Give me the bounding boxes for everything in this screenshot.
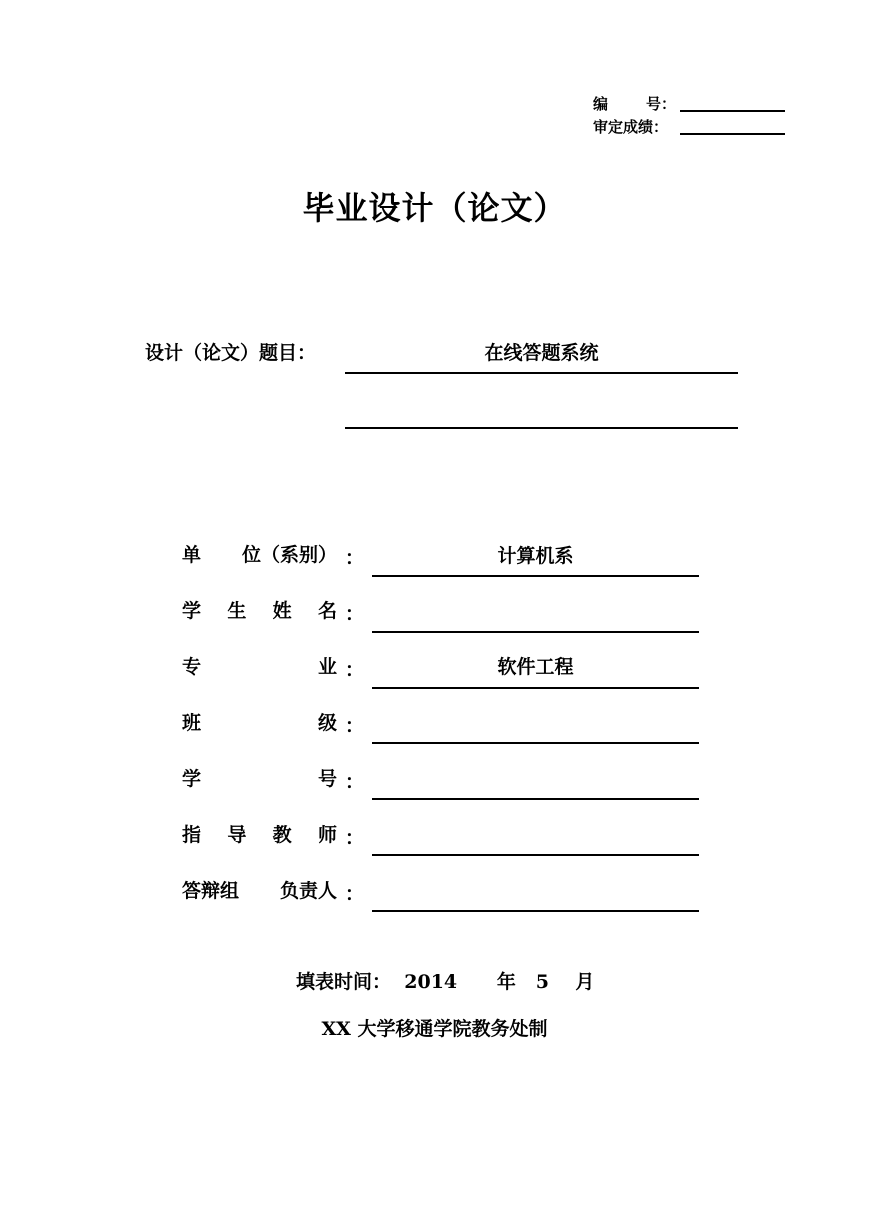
fill-date-month-unit: 月	[575, 971, 595, 993]
page-title: 毕业设计（论文）	[302, 189, 567, 227]
fill-date-label: 填表时间：	[296, 971, 392, 993]
fill-date-year-unit: 年	[496, 971, 516, 993]
field-department-colon: ：	[345, 547, 365, 569]
field-advisor-underline	[372, 854, 699, 856]
topic-underline-1	[345, 372, 738, 374]
field-major-underline	[372, 687, 699, 689]
number-label-b: 号：	[646, 95, 677, 113]
field-student-name-label-part: 生	[227, 600, 247, 622]
field-student-name-label-part: 名	[317, 600, 337, 622]
field-advisor-label-part: 师	[317, 824, 337, 846]
field-department-label	[182, 540, 337, 567]
field-student-id-label-part: 学	[182, 768, 202, 790]
field-department-label-part: 单	[182, 544, 202, 566]
field-student-id-label	[182, 764, 337, 791]
field-major-value: 软件工程	[497, 656, 574, 678]
number-blank-line	[680, 110, 785, 112]
field-defense-lead-label-part: 负责人	[279, 880, 337, 902]
field-student-id-underline	[372, 798, 699, 800]
number-label-a: 编	[593, 95, 609, 113]
field-class-label-part: 班	[182, 712, 202, 734]
fill-date-year: 2014	[404, 971, 458, 993]
field-department-value: 计算机系	[497, 545, 574, 567]
field-student-name-label	[182, 596, 337, 623]
grade-label: 审定成绩：	[593, 118, 669, 136]
field-defense-lead-label-part: 答辩组	[182, 880, 240, 902]
field-advisor-label	[182, 820, 337, 847]
topic-label: 设计（论文）题目：	[145, 342, 317, 364]
field-class-label	[182, 708, 337, 735]
field-advisor-colon: ：	[345, 827, 365, 849]
field-student-name-label-part: 学	[182, 600, 202, 622]
field-defense-lead-underline	[372, 910, 699, 912]
field-advisor-label-part: 教	[272, 824, 292, 846]
field-student-id-label-part: 号	[317, 768, 337, 790]
field-major-label-part: 业	[317, 656, 337, 678]
issuer-footer: XX 大学移通学院教务处制	[321, 1018, 548, 1040]
field-student-name-colon: ：	[345, 603, 365, 625]
field-student-name-underline	[372, 631, 699, 633]
field-student-name-label-part: 姓	[272, 600, 292, 622]
field-class-underline	[372, 742, 699, 744]
field-major-label-part: 专	[182, 656, 202, 678]
topic-value: 在线答题系统	[484, 342, 599, 364]
field-department-label-part: 位（系别）	[241, 544, 337, 566]
field-department-underline	[372, 575, 699, 577]
field-class-label-part: 级	[317, 712, 337, 734]
field-advisor-label-part: 指	[182, 824, 202, 846]
field-defense-lead-label	[182, 876, 337, 903]
field-advisor-label-part: 导	[227, 824, 247, 846]
field-major-label	[182, 652, 337, 679]
fill-date	[296, 967, 594, 994]
grade-blank-line	[680, 133, 785, 135]
topic-underline-2	[345, 427, 738, 429]
field-student-id-colon: ：	[345, 771, 365, 793]
field-major-colon: ：	[345, 659, 365, 681]
field-defense-lead-colon: ：	[345, 883, 365, 905]
fill-date-month: 5	[535, 971, 549, 993]
field-class-colon: ：	[345, 715, 365, 737]
